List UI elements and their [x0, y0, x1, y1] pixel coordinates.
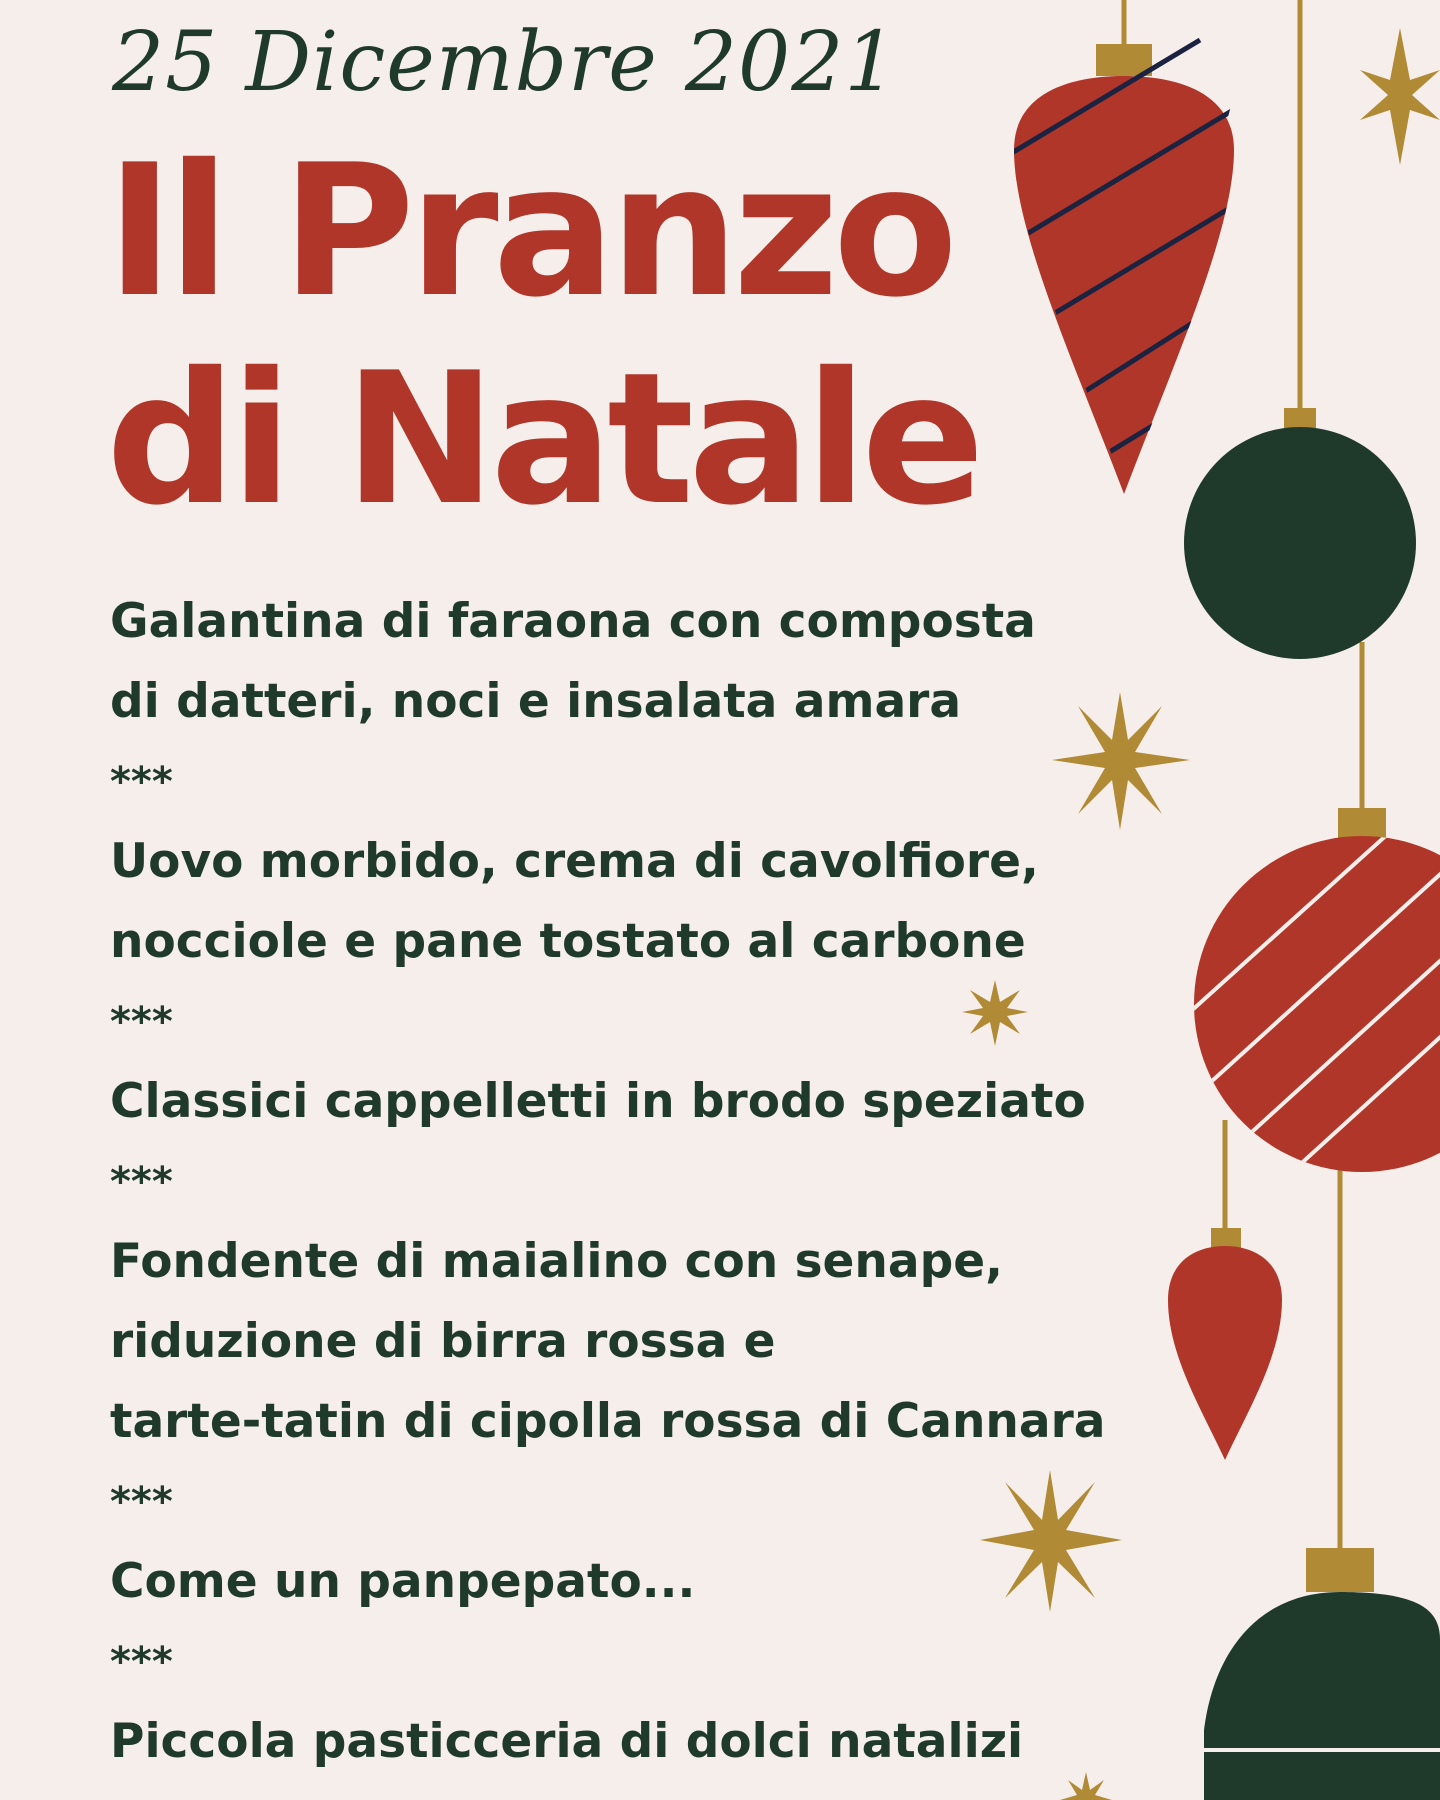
course-separator: *** [110, 1479, 173, 1525]
menu-course-line: riduzione di birra rossa e [110, 1314, 776, 1369]
menu-course-line: di datteri, noci e insalata amara [110, 674, 962, 729]
event-date: 25 Dicembre 2021 [112, 15, 898, 110]
menu-course-line: Fondente di maialino con senape, [110, 1234, 1003, 1289]
course-separator: *** [110, 999, 173, 1045]
course-separator: *** [110, 759, 173, 805]
course-separator: *** [110, 1159, 173, 1205]
menu-list [110, 582, 1170, 1782]
menu-course-line: tarte-tatin di cipolla rossa di Cannara [110, 1394, 1106, 1449]
page-title-line1: Il Pranzo [106, 125, 952, 337]
menu-course-line: Classici cappelletti in brodo speziato [110, 1074, 1086, 1129]
course-separator: *** [110, 1639, 173, 1685]
christmas-ball-icon [1184, 408, 1416, 659]
christmas-ball-icon [1204, 1548, 1440, 1800]
menu-course-line: nocciole e pane tostato al carbone [110, 914, 1026, 969]
menu-course-line: Galantina di faraona con composta [110, 594, 1036, 649]
christmas-ball-icon [1170, 700, 1440, 1210]
menu-course-line: Piccola pasticceria di dolci natalizi [110, 1714, 1024, 1769]
page-title-line2: di Natale [106, 333, 979, 545]
menu-course-line: Come un panpepato... [110, 1554, 696, 1609]
hanging-ornament-icon [1000, 40, 1260, 494]
hanging-ornament-icon [1168, 1228, 1282, 1460]
star-icon [1360, 28, 1440, 165]
menu-course-line: Uovo morbido, crema di cavolfiore, [110, 834, 1039, 889]
